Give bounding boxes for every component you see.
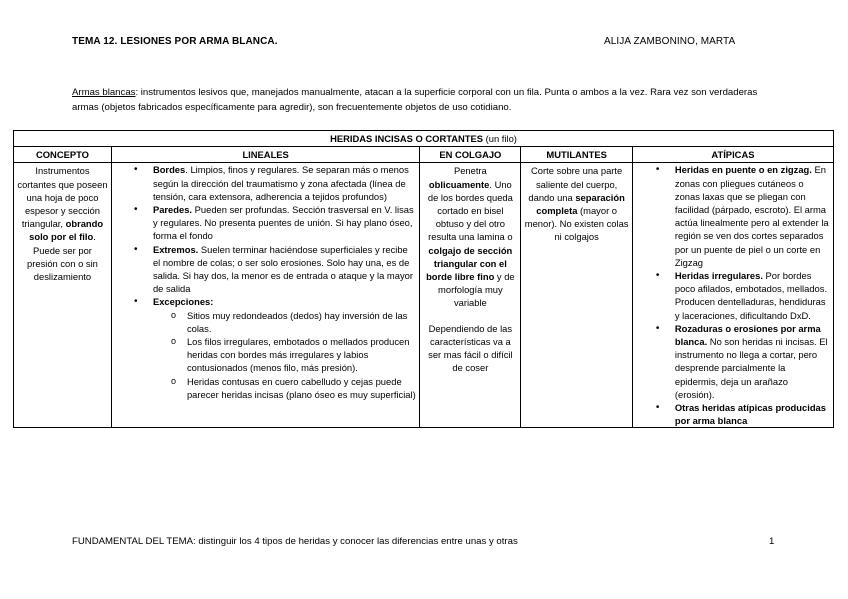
bordes-text: . Limpios, finos y regulares. Se separan más o menos según la dirección del traumatismo y zona afectada (línea de tensión, cara extensora, adherencia a tejidos profundos) [152, 164, 409, 202]
lineales-cell [111, 163, 419, 428]
list-item-paredes [153, 203, 416, 243]
footer-note: FUNDAMENTAL DEL TEMA: distinguir los 4 tipos de heridas y conocer las diferencias entre unas y otras [72, 536, 518, 547]
concepto-text-2: . Puede ser por presión con o sin deslizamiento [27, 231, 98, 283]
table-body-row [14, 163, 834, 428]
concepto-text-1: Instrumentos cortantes que poseen una hoja de poco espesor y sección triangular, [17, 165, 108, 230]
mutilantes-text-2: (mayor o menor). No existen colas ni colgajos [524, 205, 629, 243]
colgajo-paragraph-2: Dependiendo de las características va a ser mas fácil o difícil de coser [428, 322, 513, 374]
concepto-cell [14, 163, 112, 428]
intro-paragraph [72, 86, 780, 115]
irregulares-label: Heridas irregulares. [674, 270, 763, 282]
paredes-text: Pueden ser profundas. Sección trasversal en V. lisas y regulares. No presenta puentes de unión. Si hay plano óseo, forma el fondo [152, 204, 414, 242]
list-item: o Sitios muy redondeados (dedos) hay inversión de las colas. [187, 309, 416, 335]
colgajo-cell [420, 163, 521, 428]
table-title-text: HERIDAS INCISAS O CORTANTES [330, 133, 484, 144]
column-header-atipicas: ATÍPICAS [632, 147, 833, 163]
excepciones-list [153, 309, 416, 401]
list-item-excepciones [153, 295, 416, 401]
list-item-extremos [153, 243, 416, 296]
table-title [14, 131, 834, 147]
list-item-rozaduras [675, 322, 830, 401]
colgajo-text-3: y de morfología muy variable [438, 271, 515, 309]
table-title-row [14, 131, 834, 147]
list-item-zigzag [675, 163, 830, 269]
extremos-label: Extremos. [152, 243, 199, 255]
list-item: o Los filos irregulares, embotados o mellados producen heridas con bordes más irregulares y labios contusionados (menos filo, más presión). [187, 335, 416, 375]
column-header-colgajo: EN COLGAJO [420, 147, 521, 163]
mutilantes-bold: separación completa [536, 191, 625, 217]
colgajo-bold-2: colgajo de sección triangular con el borde libre fino [426, 244, 513, 283]
document-title: TEMA 12. LESIONES POR ARMA BLANCA. [72, 36, 278, 47]
wounds-table [13, 130, 834, 428]
column-header-lineales: LINEALES [111, 147, 419, 163]
table-header-row [14, 147, 834, 163]
rozaduras-label: Rozaduras o erosiones por arma blanca. [674, 322, 821, 348]
colgajo-text-2: . Uno de los bordes queda cortado en bisel obtuso y del otro resulta una lamina o [427, 178, 513, 243]
otras-label: Otras heridas atípicas producidas por arma blanca [674, 402, 826, 427]
list-item-bordes [153, 163, 416, 203]
zigzag-label: Heridas en puente o en zigzag. [674, 164, 812, 176]
bordes-label: Bordes [152, 164, 186, 176]
colgajo-text-1: Penetra [453, 165, 487, 177]
intro-term: Armas blancas [72, 87, 136, 98]
atipicas-cell [632, 163, 833, 428]
excepciones-label: Excepciones: [152, 296, 214, 308]
mutilantes-text-1: Corte sobre una parte saliente del cuerpo, dando una [528, 165, 623, 203]
column-header-concepto: CONCEPTO [14, 147, 112, 163]
column-header-mutilantes: MUTILANTES [521, 147, 632, 163]
intro-text: : instrumentos lesivos que, manejados manualmente, atacan a la superficie corporal con un fila. Punta o ambos a la vez. Rara vez son verdaderas armas (objetos fabricados específicamente para agredir), son frecuentemente objetos de uso cotidiano. [72, 87, 758, 113]
colgajo-paragraph-1 [423, 164, 517, 309]
mutilantes-cell [521, 163, 632, 428]
paragraph-gap [423, 310, 517, 322]
atipicas-list [636, 163, 830, 427]
list-item: o Heridas contusas en cuero cabelludo y cejas puede parecer heridas incisas (plano óseo es muy superficial) [187, 375, 416, 401]
irregulares-text: Por bordes poco afilados, embotados, mellados. Producen dentelladuras, hendiduras y laceraciones, dificultando DxD. [674, 270, 828, 321]
table-title-note: (un filo) [485, 133, 517, 144]
extremos-text: Suelen terminar haciéndose superficiales y recibe el nombre de colas; o ser solo erosiones. Solo hay una, es de salida. Si hay dos, la menor es de entrada o ataque y la mayor de salida [152, 243, 413, 295]
paredes-label: Paredes. [152, 204, 193, 216]
page-number: 1 [769, 536, 775, 547]
zigzag-text: En zonas con pliegues cutáneos o zonas laxas que se pliegan con facilidad (párpado, escroto). El arma actúa linealmente pero al extender la región se ven dos cortes separados por un puente de piel o un corte en Zigzag [674, 164, 829, 268]
colgajo-bold-1: oblicuamente [428, 178, 490, 190]
list-item-irregulares [675, 269, 830, 322]
rozaduras-text: No son heridas ni incisas. El instrumento no llega a cortar, pero desprende parcialmente la epidermis, deja un arañazo (erosión). [674, 336, 828, 400]
list-item-otras [675, 401, 830, 427]
concepto-bold: obrando solo por el filo [29, 218, 104, 243]
lineales-list [115, 163, 416, 401]
author-name: ALIJA ZAMBONINO, MARTA [604, 36, 736, 47]
